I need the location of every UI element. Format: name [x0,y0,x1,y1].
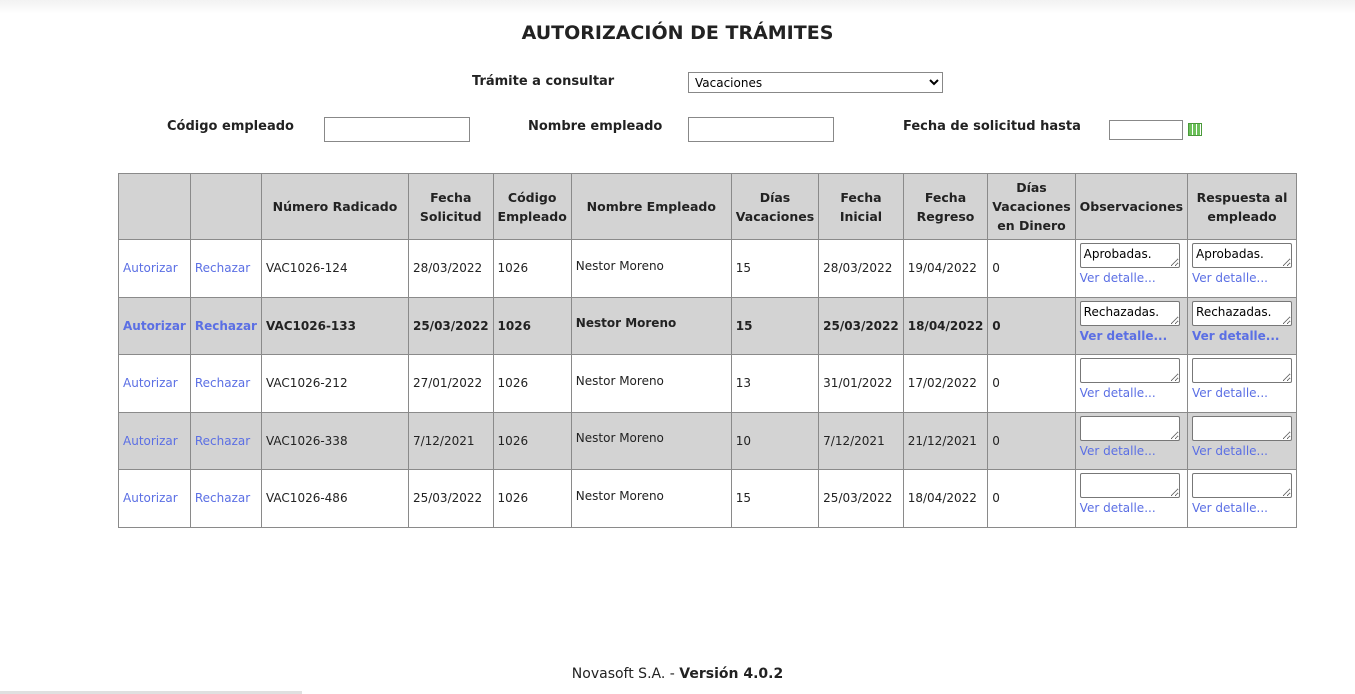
codigo-label: Código empleado [167,119,294,134]
cell-fecha-regreso: 19/04/2022 [903,240,988,298]
ver-detalle-link[interactable]: Ver detalle... [1192,271,1268,285]
cell-radicado: VAC1026-124 [261,240,408,298]
cell-dias-dinero: 0 [988,355,1075,413]
cell-radicado: VAC1026-133 [261,297,408,355]
column-header [119,174,191,240]
reject-link[interactable]: Rechazar [194,491,251,506]
table-row [119,412,1297,470]
fecha-label: Fecha de solicitud hasta [903,119,1081,134]
respuesta-textarea[interactable] [1192,416,1292,441]
respuesta-cell [1188,297,1297,355]
tramite-select[interactable] [688,72,943,93]
cell-fecha-solicitud: 7/12/2021 [408,412,493,470]
column-header: Respuesta al empleado [1188,174,1297,240]
table-row [119,355,1297,413]
tramite-label: Trámite a consultar [472,74,615,89]
respuesta-textarea[interactable] [1192,473,1292,498]
footer-version: Versión 4.0.2 [679,666,784,682]
authorize-cell [119,412,191,470]
observaciones-cell [1075,355,1187,413]
cell-dias: 15 [731,240,818,298]
ver-detalle-link[interactable]: Ver detalle... [1192,386,1268,400]
cell-nombre: Nestor Moreno [571,412,731,470]
cell-radicado: VAC1026-486 [261,470,408,528]
authorize-link[interactable]: Autorizar [123,491,178,506]
cell-fecha-inicial: 28/03/2022 [819,240,904,298]
authorize-link[interactable]: Autorizar [123,433,178,448]
cell-codigo: 1026 [493,297,571,355]
ver-detalle-link[interactable]: Ver detalle... [1079,328,1168,343]
observaciones-textarea[interactable] [1080,358,1180,383]
cell-fecha-inicial: 31/01/2022 [819,355,904,413]
observaciones-cell [1075,412,1187,470]
column-header: Fecha Inicial [819,174,904,240]
ver-detalle-link[interactable]: Ver detalle... [1079,443,1156,458]
respuesta-textarea[interactable] [1192,358,1292,383]
cell-fecha-solicitud: 27/01/2022 [408,355,493,413]
cell-fecha-inicial: 25/03/2022 [819,297,904,355]
ver-detalle-link[interactable]: Ver detalle... [1079,501,1156,515]
observaciones-textarea[interactable] [1080,473,1180,498]
column-header: Fecha Regreso [903,174,988,240]
cell-dias: 10 [731,412,818,470]
respuesta-cell [1188,240,1297,298]
cell-nombre: Nestor Moreno [571,240,731,298]
column-header: Días Vacaciones [731,174,818,240]
column-header: Nombre Empleado [571,174,731,240]
nombre-label: Nombre empleado [528,119,663,134]
authorize-link[interactable]: Autorizar [123,261,178,276]
nombre-empleado-input[interactable] [688,117,834,142]
respuesta-cell [1188,470,1297,528]
tramites-table [118,173,1297,528]
respuesta-textarea[interactable] [1192,243,1292,268]
reject-link[interactable]: Rechazar [194,261,251,276]
codigo-empleado-input[interactable] [324,117,470,142]
reject-link[interactable]: Rechazar [194,318,257,333]
column-header [190,174,261,240]
reject-link[interactable]: Rechazar [194,433,251,448]
cell-fecha-solicitud: 28/03/2022 [408,240,493,298]
cell-fecha-solicitud: 25/03/2022 [408,470,493,528]
table-row [119,240,1297,298]
cell-nombre: Nestor Moreno [571,355,731,413]
column-header: Número Radicado [261,174,408,240]
observaciones-cell [1075,240,1187,298]
column-header: Observaciones [1075,174,1187,240]
cell-dias-dinero: 0 [988,412,1075,470]
cell-dias: 13 [731,355,818,413]
authorize-link[interactable]: Autorizar [123,376,178,391]
cell-codigo: 1026 [493,470,571,528]
cell-dias: 15 [731,470,818,528]
cell-fecha-inicial: 7/12/2021 [819,412,904,470]
respuesta-cell [1188,412,1297,470]
cell-codigo: 1026 [493,412,571,470]
cell-codigo: 1026 [493,240,571,298]
respuesta-cell [1188,355,1297,413]
ver-detalle-link[interactable]: Ver detalle... [1079,271,1156,285]
table-row [119,470,1297,528]
cell-nombre: Nestor Moreno [571,297,731,355]
cell-radicado: VAC1026-212 [261,355,408,413]
authorize-cell [119,297,191,355]
reject-cell [190,355,261,413]
reject-cell [190,297,261,355]
cell-codigo: 1026 [493,355,571,413]
reject-cell [190,470,261,528]
authorize-cell [119,470,191,528]
reject-cell [190,240,261,298]
cell-dias-dinero: 0 [988,297,1075,355]
column-header: Días Vacaciones en Dinero [988,174,1075,240]
ver-detalle-link[interactable]: Ver detalle... [1192,443,1268,458]
fecha-hasta-input[interactable] [1109,120,1183,140]
cell-fecha-solicitud: 25/03/2022 [408,297,493,355]
cell-fecha-regreso: 17/02/2022 [903,355,988,413]
observaciones-cell [1075,470,1187,528]
cell-fecha-regreso: 18/04/2022 [903,297,988,355]
cell-fecha-inicial: 25/03/2022 [819,470,904,528]
column-header: Fecha Solicitud [408,174,493,240]
table-header [119,174,1297,240]
top-shadow [0,0,1355,14]
authorize-cell [119,355,191,413]
cell-dias-dinero: 0 [988,470,1075,528]
cell-nombre: Nestor Moreno [571,470,731,528]
cell-radicado: VAC1026-338 [261,412,408,470]
cell-fecha-regreso: 21/12/2021 [903,412,988,470]
ver-detalle-link[interactable]: Ver detalle... [1192,328,1280,343]
footer [0,666,1355,682]
observaciones-textarea[interactable] [1080,416,1180,441]
observaciones-textarea[interactable] [1080,301,1180,326]
cell-fecha-regreso: 18/04/2022 [903,470,988,528]
observaciones-textarea[interactable] [1080,243,1180,268]
observaciones-cell [1075,297,1187,355]
column-header: Código Empleado [493,174,571,240]
respuesta-textarea[interactable] [1192,301,1292,326]
cell-dias-dinero: 0 [988,240,1075,298]
reject-cell [190,412,261,470]
table-row [119,297,1297,355]
page-title: AUTORIZACIÓN DE TRÁMITES [521,22,834,44]
footer-company: Novasoft S.A. - [571,666,680,682]
authorize-link[interactable]: Autorizar [123,318,186,333]
reject-link[interactable]: Rechazar [194,376,251,391]
calendar-icon[interactable] [1188,123,1202,136]
ver-detalle-link[interactable]: Ver detalle... [1079,386,1156,400]
authorize-cell [119,240,191,298]
ver-detalle-link[interactable]: Ver detalle... [1192,501,1268,515]
cell-dias: 15 [731,297,818,355]
